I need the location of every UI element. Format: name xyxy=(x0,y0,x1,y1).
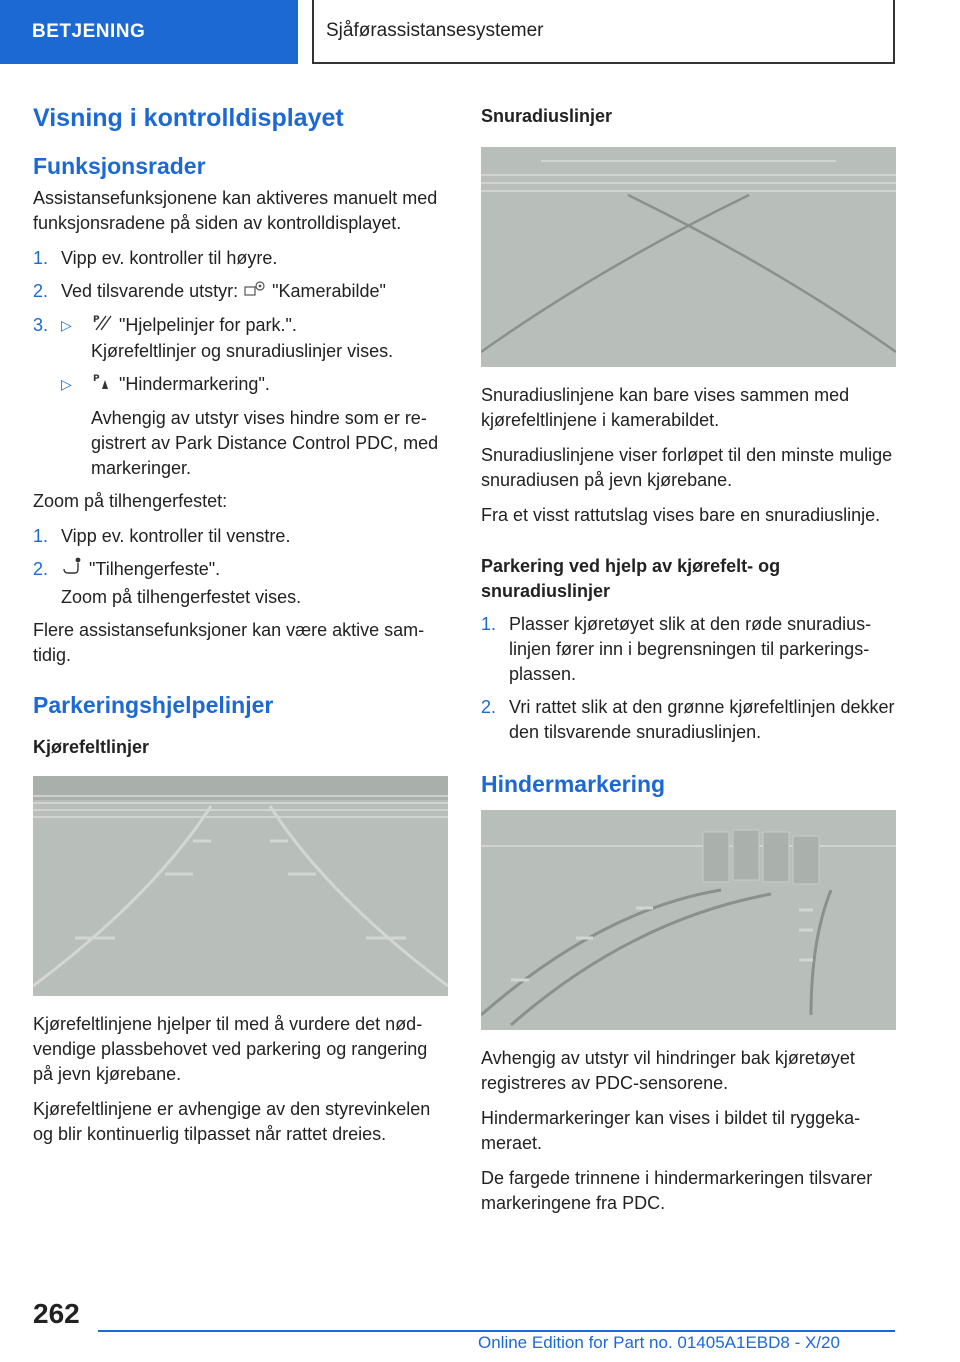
list-text: Plasser kjøretøyet slik at den røde snuradiuslinjen fører inn i begrensningen til parkeringsplassen. xyxy=(509,614,872,684)
list-item xyxy=(33,557,448,583)
list-number: 2. xyxy=(33,281,49,301)
intro-paragraph: Assistansefunksjonene kan aktiveres manuelt med funksjonsradene på siden av kontrolldisplayet. xyxy=(33,188,438,233)
triangle-bullet-icon: ▷ xyxy=(61,317,72,333)
left-column xyxy=(33,98,448,1157)
list-number: 3. xyxy=(33,315,49,335)
kjore-paragraph-2: Kjørefeltlinjene er avhengige av den styrevinkelen og blir kontinuerlig tilpasset når rattet dreies. xyxy=(33,1099,431,1144)
footer-rule xyxy=(98,1330,895,1332)
hinder-paragraph-1: Avhengig av utstyr vil hindringer bak kjøretøyet registreres av PDC-sensorene. xyxy=(481,1048,855,1093)
list-text: Vipp ev. kontroller til venstre. xyxy=(61,526,291,546)
heading-snuradiuslinjer: Snuradiuslinjer xyxy=(481,106,613,126)
list-text: "Tilhengerfeste". xyxy=(89,559,221,579)
kjore-paragraph-1: Kjørefeltlinjene hjelper til med å vurdere det nødvendige plassbehovet ved parkering og rangering på jevn kjørebane. xyxy=(33,1014,428,1084)
turning-radius-figure xyxy=(481,147,896,367)
heading-kjorefeltlinjer: Kjørefeltlinjer xyxy=(33,737,150,757)
list-number: 2. xyxy=(33,559,49,579)
list-number: 1. xyxy=(481,614,497,634)
sub-item-text: "Hindermarkering". xyxy=(119,374,270,394)
hinder-paragraph-2: Hindermarkeringer kan vises i bildet til ryggekameraet. xyxy=(481,1108,861,1153)
list-item xyxy=(481,612,896,687)
list-text: Ved tilsvarende utstyr: xyxy=(61,281,239,301)
list-item xyxy=(481,695,896,745)
header-section xyxy=(0,0,298,64)
list-item xyxy=(33,246,448,271)
obstacle-marking-icon xyxy=(91,372,113,398)
list-text: Vipp ev. kontroller til høyre. xyxy=(61,248,278,268)
list-item xyxy=(33,313,448,339)
list-text: "Kamerabilde" xyxy=(272,281,386,301)
triangle-bullet-icon: ▷ xyxy=(61,376,72,392)
heading-hindermarkering: Hindermarkering xyxy=(481,771,666,797)
header-chapter xyxy=(312,0,895,64)
list-item xyxy=(33,524,448,549)
heading-parkering: Parkering ved hjelp av kjørefelt- og snuradiuslinjer xyxy=(481,556,781,601)
zoom-label: Zoom på tilhengerfestet: xyxy=(33,491,228,511)
svg-text:P: P xyxy=(93,374,100,384)
parking-lines-icon xyxy=(91,313,113,339)
list-item xyxy=(33,279,448,305)
multi-paragraph: Flere assistansefunksjoner kan være aktive samtidig. xyxy=(33,620,425,665)
tow-hitch-icon xyxy=(61,557,83,583)
hinder-paragraph-3: De fargede trinnene i hindermarkeringen tilsvarer markeringene fra PDC. xyxy=(481,1168,873,1213)
chapter-label: Sjåførassistansesystemer xyxy=(326,20,544,41)
page-title: Visning i kontrolldisplayet xyxy=(33,104,344,132)
snu-paragraph-2: Snuradiuslinjene viser forløpet til den minste mulige snuradiusen på jevn kjørebane. xyxy=(481,445,893,490)
zoom-description: Zoom på tilhengerfestet vises. xyxy=(61,587,302,607)
list-number: 2. xyxy=(481,697,497,717)
sub-item-description: Avhengig av utstyr vises hindre som er registrert av Park Distance Control PDC, med markeringer. xyxy=(91,408,439,478)
lane-lines-figure xyxy=(33,776,448,996)
sub-item-description: Kjørefeltlinjer og snuradiuslinjer vises. xyxy=(91,341,394,361)
obstacle-marking-figure xyxy=(481,810,896,1030)
svg-text:P: P xyxy=(93,315,100,325)
camera-settings-icon xyxy=(244,280,266,305)
heading-parkeringshjelpelinjer: Parkeringshjelpelinjer xyxy=(33,692,274,718)
list-number: 1. xyxy=(33,248,49,268)
sub-item-text: "Hjelpelinjer for park.". xyxy=(119,315,297,335)
heading-funksjonsrader: Funksjonsrader xyxy=(33,153,206,179)
edition-text: Online Edition for Part no. 01405A1EBD8 - X/20 xyxy=(478,1333,840,1352)
list-sub-item xyxy=(33,372,448,398)
section-label: BETJENING xyxy=(32,21,146,42)
snu-paragraph-3: Fra et visst rattutslag vises bare en snuradiuslinje. xyxy=(481,505,881,525)
list-text: Vri rattet slik at den grønne kjørefeltlinjen dekker den tilsvarende snuradiuslinjen. xyxy=(509,697,895,742)
list-number: 1. xyxy=(33,526,49,546)
page-number: 262 xyxy=(33,1298,80,1329)
snu-paragraph-1: Snuradiuslinjene kan bare vises sammen med kjørefeltlinjene i kamerabildet. xyxy=(481,385,850,430)
right-column xyxy=(481,98,896,1226)
